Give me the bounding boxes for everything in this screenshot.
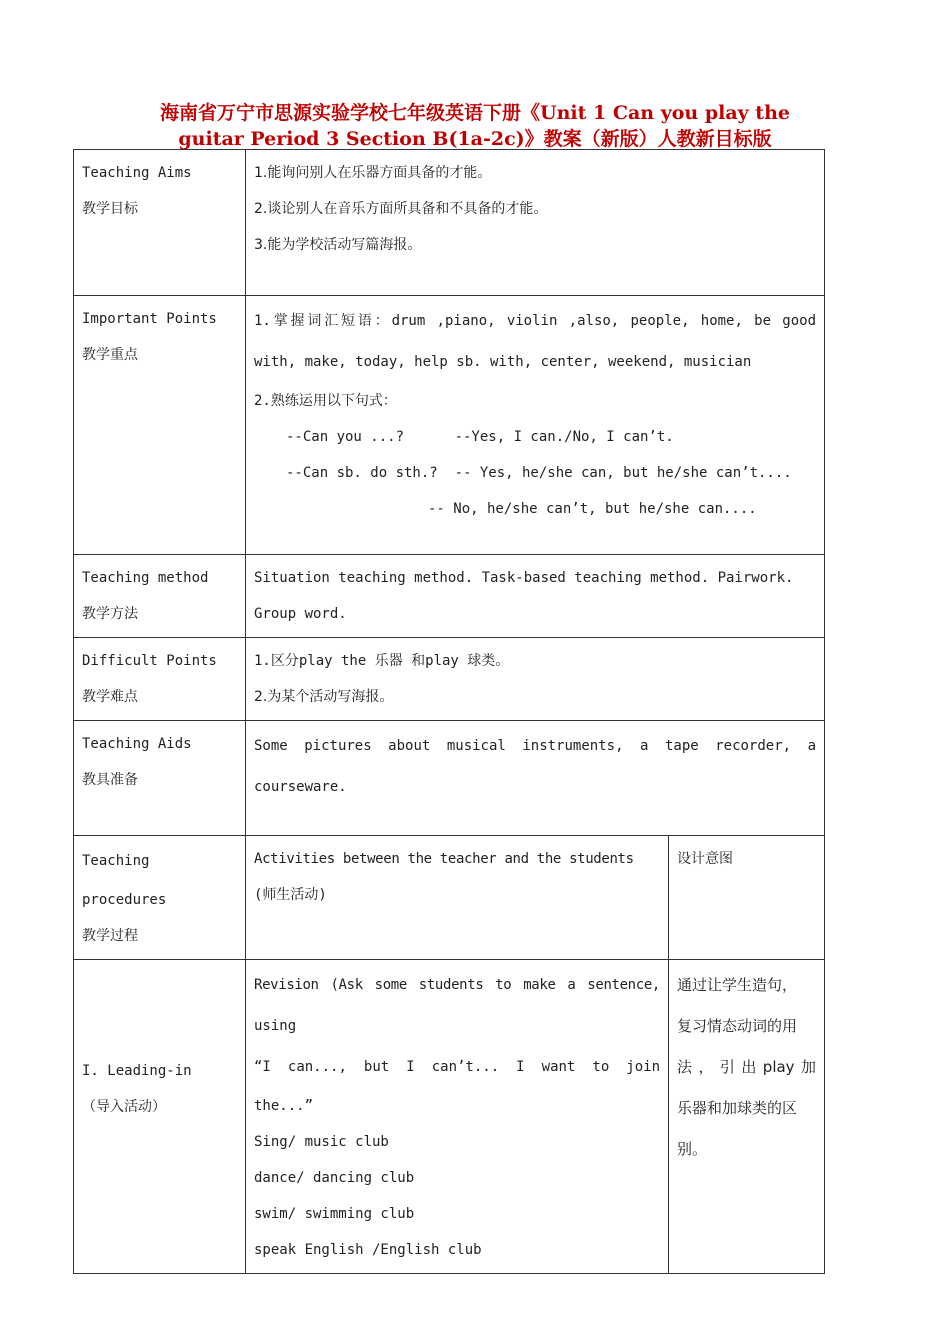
label-cn: （导入活动） — [82, 1099, 166, 1115]
label-cell — [74, 960, 246, 1274]
vocab-line: with, make, today, help sb. with, center, weekend, musician — [254, 354, 752, 370]
label-cn: 教学方法 — [82, 606, 138, 622]
intent-line: 别。 — [677, 1140, 708, 1158]
activity-line: dance/ dancing club — [254, 1170, 415, 1186]
document-title — [90, 100, 860, 152]
difficult-line: 2.为某个活动写海报。 — [254, 689, 394, 705]
activities-heading-cn: (师生活动) — [254, 887, 327, 903]
label-en: Important Points — [82, 311, 217, 327]
activities-cell — [246, 960, 669, 1274]
aim-line: 1.能询问别人在乐器方面具备的才能。 — [254, 165, 492, 181]
activity-line: using — [254, 1018, 297, 1034]
label-en: I. Leading-in — [82, 1063, 192, 1079]
intent-line: 复习情态动词的用 — [677, 1017, 798, 1035]
label-en: Teaching Aims — [82, 165, 192, 181]
method-line: Group word. — [254, 606, 347, 622]
activities-header-cell — [246, 836, 669, 960]
intent-line: 乐器和加球类的区 — [677, 1099, 798, 1117]
lesson-plan-table — [73, 149, 825, 1274]
label-cn: 教学目标 — [82, 201, 138, 217]
pattern-line: --Can sb. do sth.? -- Yes, he/she can, but he/she can’t.... — [286, 465, 792, 481]
content-cell — [246, 555, 825, 638]
content-cell — [246, 150, 825, 296]
aids-line: Some pictures about musical instruments, a tape recorder, a — [254, 738, 817, 754]
activity-line: the...” — [254, 1098, 314, 1114]
aids-line: courseware. — [254, 779, 347, 795]
row-important-points — [74, 296, 825, 555]
label-cn: 教学难点 — [82, 689, 138, 705]
label-cell — [74, 638, 246, 721]
activity-line: Sing/ music club — [254, 1134, 389, 1150]
intent-heading: 设计意图 — [677, 851, 733, 867]
label-cn: 教具准备 — [82, 772, 138, 788]
vocab-line: 1.掌握词汇短语：drum ,piano, violin ,also, people, home, be good — [254, 313, 817, 329]
row-teaching-procedures — [74, 836, 825, 960]
label-cell — [74, 836, 246, 960]
content-cell — [246, 638, 825, 721]
intent-line: 法，引出play加 — [677, 1058, 817, 1076]
aim-line: 2.谈论别人在音乐方面所具备和不具备的才能。 — [254, 201, 548, 217]
pattern-heading: 2.熟练运用以下句式： — [254, 393, 397, 409]
intent-cell — [669, 960, 825, 1274]
activity-line: swim/ swimming club — [254, 1206, 415, 1222]
row-teaching-aims — [74, 150, 825, 296]
row-teaching-aids — [74, 721, 825, 836]
row-leading-in — [74, 960, 825, 1274]
aim-line: 3.能为学校活动写篇海报。 — [254, 237, 422, 253]
label-cn: 教学重点 — [82, 347, 138, 363]
activity-line: Revision (Ask some students to make a sentence, — [254, 977, 660, 993]
label-cn: 教学过程 — [82, 928, 138, 944]
label-en: Teaching Aids — [82, 736, 192, 752]
content-cell — [246, 721, 825, 836]
activity-line: speak English /English club — [254, 1242, 482, 1258]
pattern-line: --Can you ...? --Yes, I can./No, I can’t. — [286, 429, 674, 445]
label-en: Teaching method — [82, 570, 209, 586]
label-en: procedures — [82, 892, 167, 908]
intent-line: 通过让学生造句， — [677, 976, 798, 994]
difficult-line: 1.区分play the 乐器 和play 球类。 — [254, 653, 510, 669]
activity-line: “I can..., but I can’t... I want to join — [254, 1059, 660, 1075]
label-cell — [74, 555, 246, 638]
title-line-1: 海南省万宁市思源实验学校七年级英语下册《Unit 1 Can you play the — [160, 102, 790, 124]
title-line-2: guitar Period 3 Section B(1a-2c)》教案（新版）人教新目标版 — [178, 128, 772, 150]
label-cell — [74, 150, 246, 296]
label-en: Difficult Points — [82, 653, 217, 669]
pattern-line: -- No, he/she can’t, but he/she can.... — [428, 501, 757, 517]
label-cell — [74, 296, 246, 555]
method-line: Situation teaching method. Task-based teaching method. Pairwork. — [254, 570, 794, 586]
label-cell — [74, 721, 246, 836]
intent-header-cell — [669, 836, 825, 960]
activities-heading: Activities between the teacher and the students — [254, 851, 634, 867]
row-difficult-points — [74, 638, 825, 721]
content-cell — [246, 296, 825, 555]
label-en: Teaching — [82, 853, 150, 869]
row-teaching-method — [74, 555, 825, 638]
